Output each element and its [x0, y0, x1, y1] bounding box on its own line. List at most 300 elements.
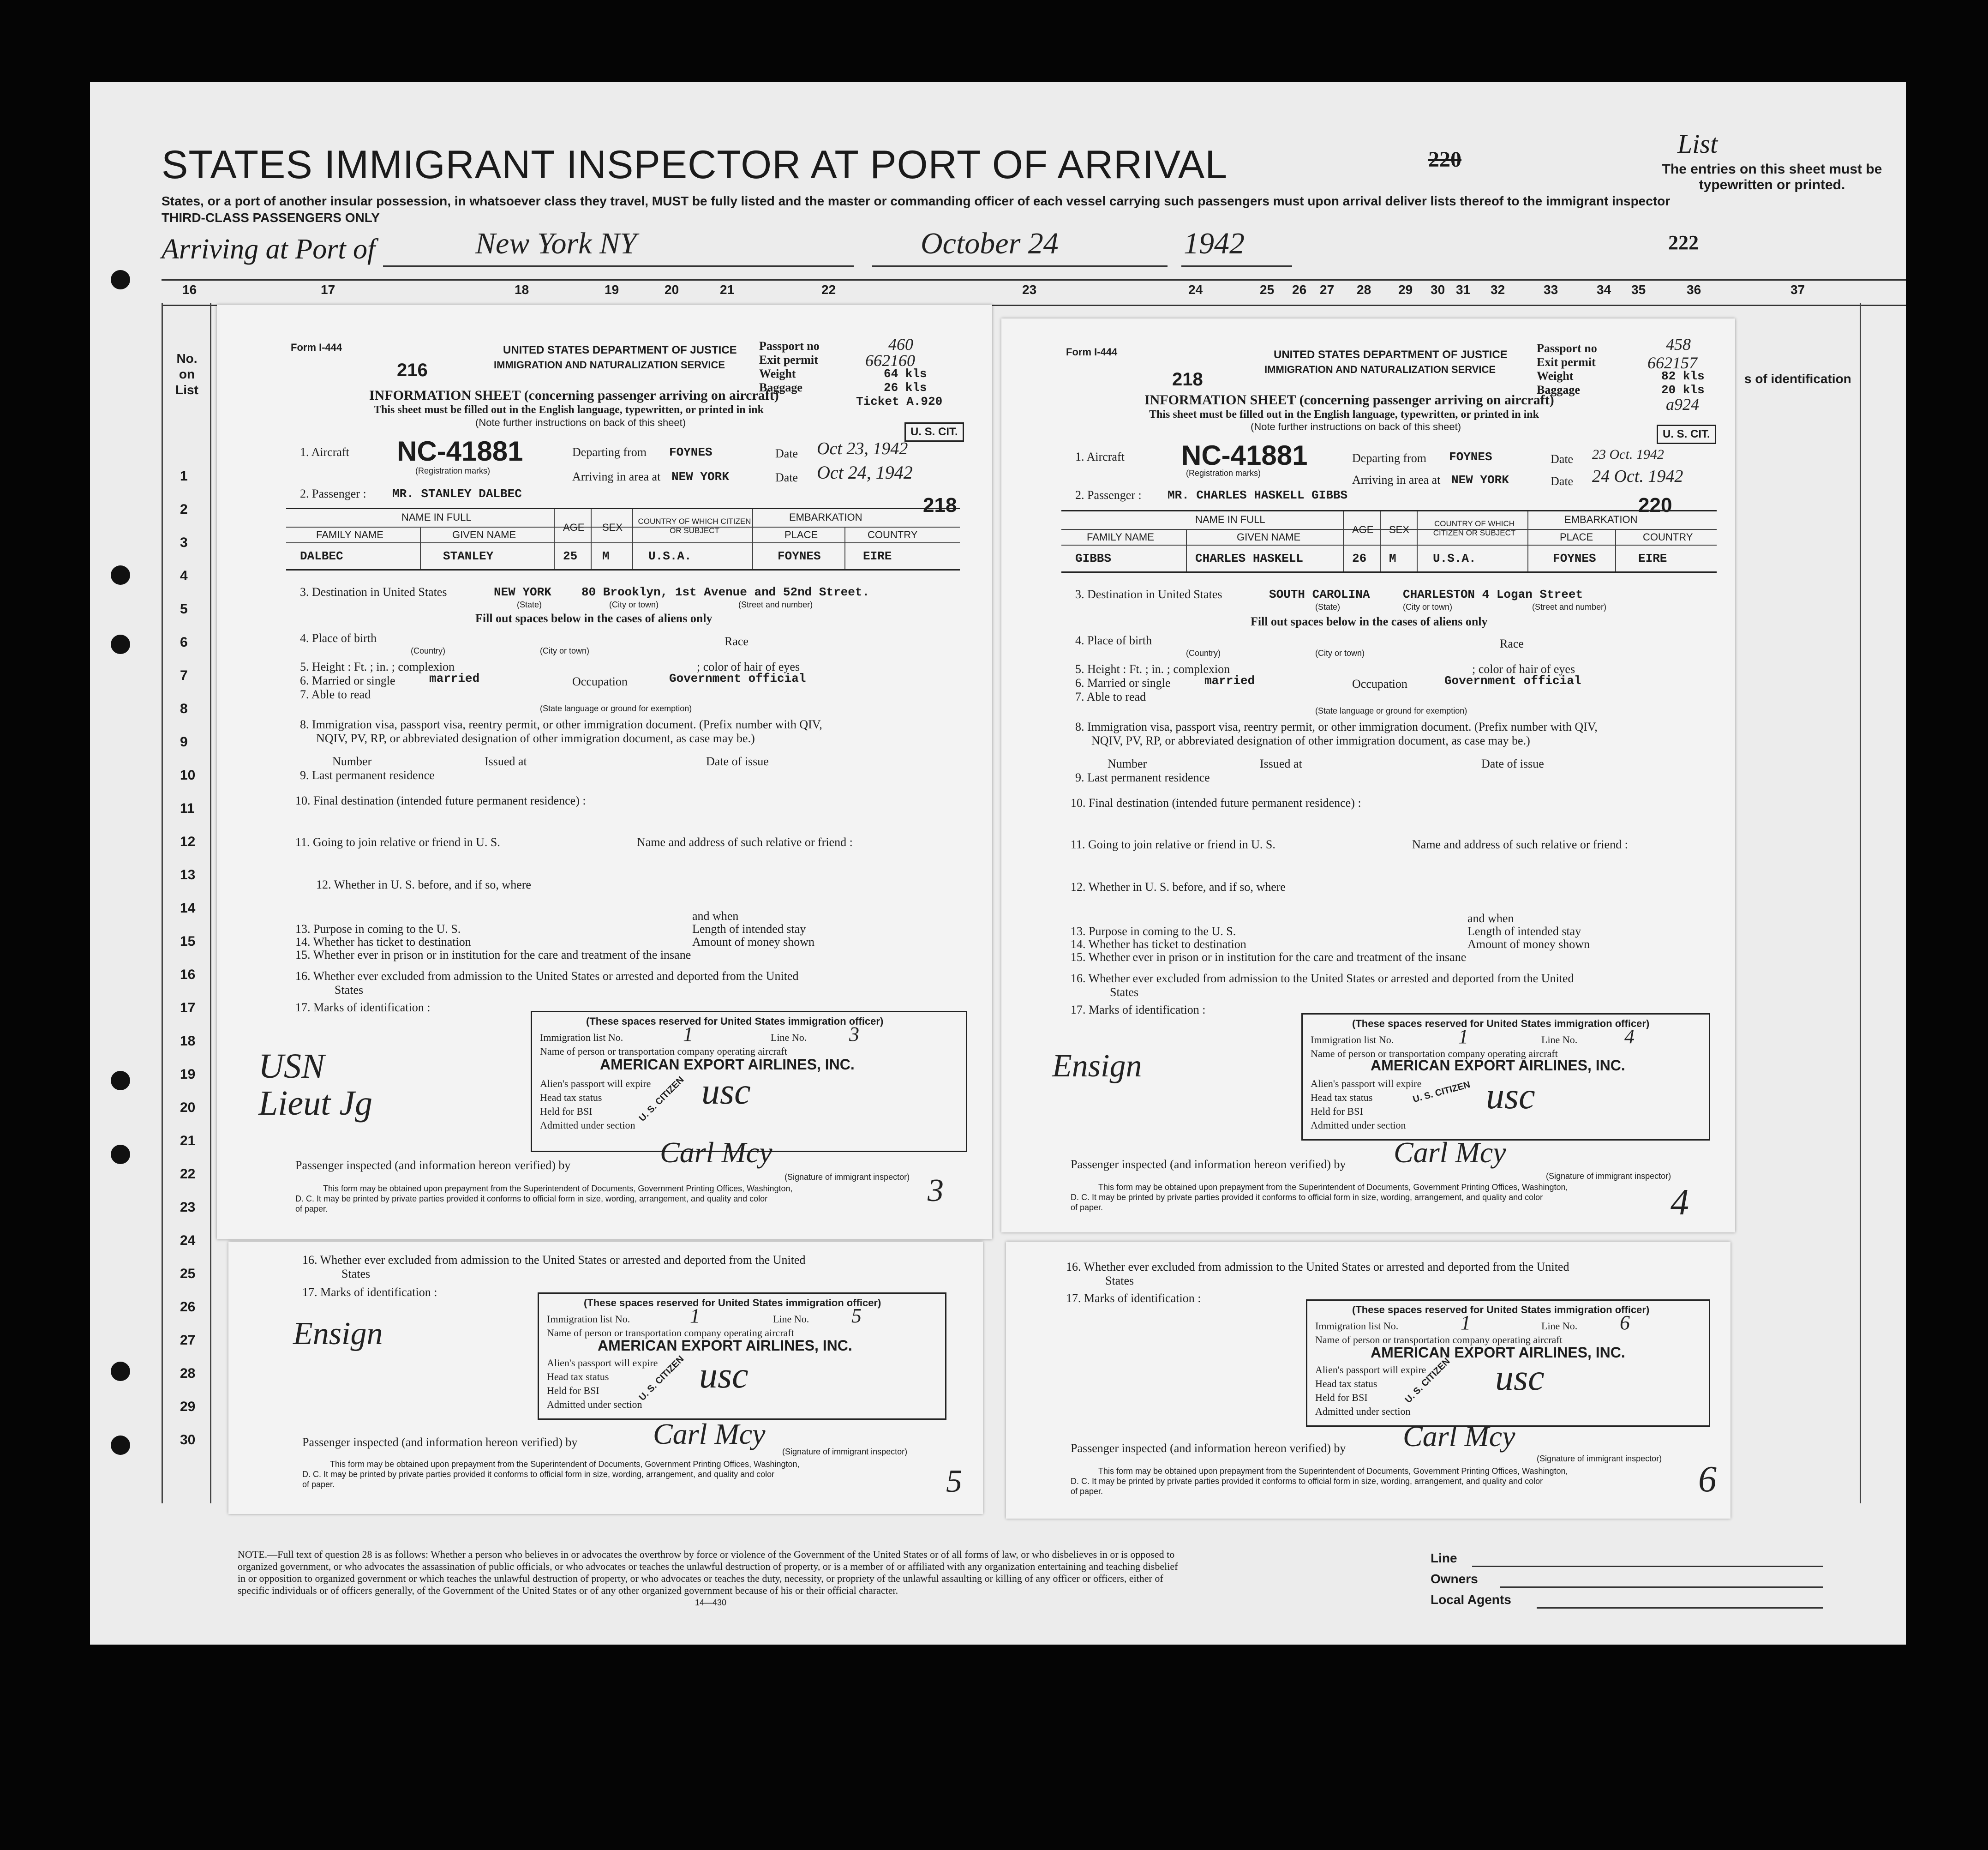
column-number: 19: [605, 282, 619, 297]
q16b: States: [1105, 1274, 1134, 1287]
binder-hole: [111, 1071, 130, 1090]
operator-label: Name of person or transportation company operating aircraft: [540, 1045, 787, 1057]
line-no: 5: [851, 1304, 862, 1327]
exit-label: Exit permit: [759, 353, 818, 366]
q11: 11. Going to join relative or friend in U. S.: [1071, 838, 1275, 851]
column-number: 20: [665, 282, 679, 297]
country-header: COUNTRY: [868, 529, 918, 541]
line-no-label: Line No.: [1541, 1034, 1578, 1045]
footer-local-agents: Local Agents: [1431, 1592, 1511, 1607]
passenger-name: MR. STANLEY DALBEC: [392, 487, 522, 501]
q14: 14. Whether has ticket to destination: [1071, 937, 1246, 951]
column-number: 37: [1790, 282, 1805, 297]
identification-marks: USN Lieut Jg: [258, 1047, 372, 1123]
given-name: CHARLES HASKELL: [1195, 552, 1304, 565]
q5: 5. Height : Ft. ; in. ; complexion: [1075, 662, 1230, 676]
column-number: 30: [1431, 282, 1445, 297]
head-tax: Head tax status: [1315, 1378, 1377, 1389]
q9: 9. Last permanent residence: [1075, 771, 1210, 784]
form-footer: of paper.: [302, 1480, 335, 1489]
occupation: Government official: [669, 672, 806, 685]
issued-at-label: Issued at: [485, 755, 527, 768]
column-number: 28: [1357, 282, 1371, 297]
weight: 64 kls: [884, 367, 927, 381]
citizen-of: U.S.A.: [648, 549, 692, 563]
state-lang-caption: (State language or ground for exemption): [540, 704, 692, 713]
held-bsi: Held for BSI: [1315, 1392, 1368, 1403]
head-tax: Head tax status: [1311, 1092, 1373, 1103]
row-number: 19: [180, 1067, 196, 1082]
subtitle-line: States, or a port of another insular possession, in whatsoever class they travel, MUST be fully listed and the master or commanding officer of each vessel carrying such passengers must upon arrival deliver lists thereof to the immigrant inspector: [162, 194, 1671, 208]
citizen-stamp: U. S. CITIZEN: [1412, 1079, 1472, 1105]
and-when: and when: [692, 909, 739, 923]
us-citizen-box: U. S. CIT.: [904, 422, 964, 442]
q4: 4. Place of birth: [300, 631, 377, 645]
arriving-date: October 24: [921, 227, 1059, 260]
departing-label: Departing from: [1352, 451, 1427, 465]
embark-country: EIRE: [863, 549, 892, 563]
reg-marks: (Registration marks): [415, 466, 491, 475]
identification-marks: Ensign: [1052, 1048, 1142, 1084]
destination-address: CHARLESTON 4 Logan Street: [1403, 588, 1583, 601]
passport-label: Passport no: [759, 339, 820, 353]
aircraft-reg: NC-41881: [1181, 440, 1308, 471]
q17: 17. Marks of identification :: [1071, 1003, 1206, 1016]
street-caption: (Street and number): [738, 600, 813, 609]
column-number: 36: [1687, 282, 1701, 297]
imm-list-no: 1: [690, 1304, 700, 1327]
city-caption: (City or town): [540, 646, 590, 655]
underline: [872, 265, 1168, 267]
embark-place: FOYNES: [1553, 552, 1596, 565]
info-sheet-lower-right: [1006, 1242, 1731, 1519]
city-caption: (City or town): [609, 600, 659, 609]
column-number: 33: [1544, 282, 1558, 297]
arriving-year: 1942: [1184, 227, 1245, 260]
q17: 17. Marks of identification :: [302, 1285, 437, 1299]
citizen-stamp: U. S. CITIZEN: [637, 1075, 686, 1124]
exit-label: Exit permit: [1537, 355, 1596, 369]
list-note: The entries on this sheet must be typewritten or printed.: [1662, 162, 1882, 192]
citizen-stamp: U. S. CITIZEN: [1403, 1356, 1452, 1406]
departure-date: 23 Oct. 1942: [1592, 447, 1664, 462]
line-no-label: Line No.: [771, 1032, 807, 1043]
family-name: GIBBS: [1075, 552, 1112, 565]
age-header: AGE: [1352, 524, 1374, 535]
occupation: Government official: [1444, 674, 1581, 688]
exit-permit: 662157: [1647, 354, 1697, 372]
underline: [383, 265, 854, 267]
us-citizen-box: U. S. CIT.: [1657, 425, 1716, 444]
line-no: 4: [1624, 1025, 1635, 1048]
row-number: 5: [180, 601, 188, 617]
age-header: AGE: [563, 522, 585, 533]
underline: [1472, 1566, 1823, 1567]
row-number: 11: [180, 801, 195, 816]
form-number: Form I-444: [1066, 346, 1118, 358]
binder-hole: [111, 1436, 130, 1455]
q10: 10. Final destination (intended future permanent residence) :: [295, 794, 586, 807]
column-number: 35: [1631, 282, 1646, 297]
city-caption: (City or town): [1403, 602, 1453, 612]
q17: 17. Marks of identification :: [1066, 1291, 1201, 1305]
inspector-signature: Carl Mcy: [1403, 1420, 1515, 1453]
date-label: Date: [775, 447, 798, 460]
race-label: Race: [725, 635, 748, 648]
row-number: 16: [180, 967, 196, 982]
row-number: 18: [180, 1033, 196, 1049]
form-footer: D. C. It may be printed by private parties provided it conforms to official form in size, wording, arrangement, and quality and color: [302, 1470, 775, 1479]
row-number: 7: [180, 668, 188, 683]
instructions-note: (Note further instructions on back of this sheet): [475, 417, 686, 428]
note-body: NOTE.—Full text of question 28 is as follows: Whether a person who believes in or advocates the overthrow by force or violence of the Government of the United States or of all forms of law, or who disbelieves in or is opposed to organized government, or who advocates the assassination of public officials, or who advocates or teaches the unlawful destruction of property, or is a member of or affiliated with any organization entertaining and teaching disbelief in or opposition to organized government or which teaches the unlawful destruction of property, or who advocates or teaches the duty, necessity, or propriety of the unlawful assaulting or killing of any officer or officers, either of specific individuals or of officers generally, of the Government of the United States or of any other organized government because of his or their official character.: [238, 1549, 1178, 1596]
hair-eyes: ; color of hair of eyes: [1472, 662, 1575, 676]
column-number: 27: [1320, 282, 1335, 297]
uscode: usc: [701, 1071, 751, 1112]
q16: 16. Whether ever excluded from admission to the United States or arrested and deported from the United: [1066, 1260, 1569, 1273]
sig-caption: (Signature of immigrant inspector): [1537, 1454, 1662, 1463]
money: Amount of money shown: [1467, 937, 1590, 951]
name-in-full-header: NAME IN FULL: [401, 511, 472, 523]
destination-label: 3. Destination in United States: [1075, 588, 1222, 601]
form-footer: of paper.: [1071, 1487, 1103, 1496]
sheet-title: INFORMATION SHEET (concerning passenger arriving on aircraft): [1144, 392, 1554, 408]
inspector-signature: Carl Mcy: [653, 1418, 766, 1450]
reserved-label: (These spaces reserved for United States immigration officer): [1352, 1304, 1650, 1315]
airline: AMERICAN EXPORT AIRLINES, INC.: [1371, 1344, 1625, 1361]
underline: [1537, 1607, 1823, 1609]
imm-list-label: Immigration list No.: [547, 1313, 630, 1325]
imm-list-no: 1: [1461, 1311, 1471, 1334]
aircraft-label: 1. Aircraft: [300, 445, 349, 459]
imm-list-no: 1: [1458, 1025, 1468, 1048]
head-tax: Head tax status: [547, 1371, 609, 1382]
street-caption: (Street and number): [1532, 602, 1607, 612]
q17: 17. Marks of identification :: [295, 1001, 431, 1014]
family-name: DALBEC: [300, 549, 343, 563]
line-no-label: Line No.: [1541, 1320, 1578, 1332]
form-number: Form I-444: [291, 342, 342, 353]
country-citizen-header: COUNTRY OF WHICH CITIZEN OR SUBJECT: [638, 517, 751, 535]
form-footer: This form may be obtained upon prepayment from the Superintendent of Documents, Government Printing Offices, Washington,: [323, 1184, 793, 1193]
q13: 13. Purpose in coming to the U. S.: [1071, 925, 1236, 938]
alien-exp: Alien's passport will expire: [1315, 1364, 1426, 1375]
length-stay: Length of intended stay: [1467, 925, 1581, 938]
airline: AMERICAN EXPORT AIRLINES, INC.: [1371, 1057, 1625, 1074]
stamp-number: 218: [923, 494, 957, 517]
date-label: Date: [775, 471, 798, 484]
row-number: 12: [180, 834, 196, 849]
info-sheet-lower-left: [228, 1242, 983, 1514]
airline: AMERICAN EXPORT AIRLINES, INC.: [600, 1056, 855, 1073]
line-no: 6: [1620, 1311, 1630, 1334]
money: Amount of money shown: [692, 935, 815, 949]
underline: [1500, 1586, 1823, 1588]
q10: 10. Final destination (intended future permanent residence) :: [1071, 796, 1361, 810]
sig-caption: (Signature of immigrant inspector): [784, 1172, 910, 1182]
row-number: 1: [180, 469, 188, 484]
date-issue-label: Date of issue: [1481, 757, 1544, 770]
list-struck-number: 220: [1428, 147, 1461, 172]
info-sheet-stanley-dalbec: [217, 305, 992, 1239]
reg-marks: (Registration marks): [1186, 469, 1261, 478]
q14: 14. Whether has ticket to destination: [295, 935, 471, 949]
inspector-signature: Carl Mcy: [660, 1136, 772, 1169]
q13: 13. Purpose in coming to the U. S.: [295, 922, 461, 936]
row-number: 27: [180, 1333, 196, 1348]
service: IMMIGRATION AND NATURALIZATION SERVICE: [494, 359, 725, 371]
column-number: 25: [1260, 282, 1275, 297]
instructions: This sheet must be filled out in the English language, typewritten, or printed in ink: [374, 404, 764, 416]
occupation-label: Occupation: [572, 675, 628, 688]
column-number: 18: [515, 282, 529, 297]
embark-place: FOYNES: [778, 549, 821, 563]
given-name-header: GIVEN NAME: [1237, 531, 1301, 543]
aircraft-label: 1. Aircraft: [1075, 450, 1125, 463]
aliens-only: Fill out spaces below in the cases of aliens only: [1251, 615, 1488, 628]
departing-from: FOYNES: [1449, 450, 1492, 464]
issued-at-label: Issued at: [1260, 757, 1302, 770]
list-number: 222: [1668, 231, 1699, 254]
manifest-subtitle: [162, 193, 1684, 226]
departure-date: Oct 23, 1942: [817, 439, 908, 458]
instructions: This sheet must be filled out in the English language, typewritten, or printed in ink: [1149, 408, 1539, 420]
stamp-number: 220: [1638, 494, 1672, 517]
imm-list-label: Immigration list No.: [1311, 1034, 1394, 1045]
operator-label: Name of person or transportation company operating aircraft: [1315, 1334, 1563, 1345]
uscode: usc: [1495, 1357, 1545, 1398]
family-name-header: FAMILY NAME: [1087, 531, 1154, 543]
ticket: Ticket A.920: [856, 395, 943, 408]
state-caption: (State): [1315, 602, 1341, 612]
departing-from: FOYNES: [669, 445, 713, 459]
row-number: 8: [180, 701, 188, 716]
alien-exp: Alien's passport will expire: [1311, 1078, 1422, 1089]
row-number: 3: [180, 535, 188, 550]
sex-header: SEX: [1389, 524, 1410, 535]
inspected-label: Passenger inspected (and information hereon verified) by: [1071, 1158, 1346, 1171]
weight: 82 kls: [1661, 369, 1705, 383]
reserved-label: (These spaces reserved for United States immigration officer): [584, 1297, 881, 1309]
row-number: 30: [180, 1432, 196, 1448]
form-footer: of paper.: [295, 1204, 328, 1213]
baggage: 26 kls: [884, 381, 927, 395]
binder-hole: [111, 635, 130, 654]
city-caption: (City or town): [1315, 649, 1365, 658]
passport-number: 458: [1666, 335, 1691, 354]
q15: 15. Whether ever in prison or in institution for the care and treatment of the insane: [295, 948, 691, 961]
sig-caption: (Signature of immigrant inspector): [1546, 1171, 1671, 1181]
column-number: 24: [1188, 282, 1203, 297]
binder-hole: [111, 270, 130, 289]
arriving-label: Arriving in area at: [1352, 473, 1441, 487]
form-footer: This form may be obtained upon prepayment from the Superintendent of Documents, Government Printing Offices, Washington,: [1098, 1466, 1568, 1476]
inspector-signature: Carl Mcy: [1394, 1136, 1506, 1169]
citizen-stamp: U. S. CITIZEN: [637, 1354, 686, 1403]
q8a: 8. Immigration visa, passport visa, reentry permit, or other immigration document. (Prefix number with QIV,: [300, 718, 822, 731]
row-number: 17: [180, 1000, 196, 1015]
arriving-in: NEW YORK: [671, 470, 729, 484]
admitted: Admitted under section: [540, 1119, 635, 1131]
row-number: 29: [180, 1399, 196, 1414]
no-on-list-label: No. on List: [175, 351, 198, 397]
admitted: Admitted under section: [547, 1399, 642, 1410]
arriving-port: New York NY: [475, 227, 637, 260]
imm-list-label: Immigration list No.: [540, 1032, 623, 1043]
q11b: Name and address of such relative or friend :: [637, 835, 853, 849]
q6: 6. Married or single: [1075, 676, 1171, 690]
form-footer: of paper.: [1071, 1203, 1103, 1212]
reserved-label: (These spaces reserved for United States immigration officer): [1352, 1018, 1650, 1029]
weight-label: Weight: [1537, 369, 1574, 383]
q8b: NQIV, PV, RP, or abbreviated designation of other immigration document, as case may be.): [316, 732, 755, 745]
page-tag: 6: [1698, 1459, 1717, 1500]
state-lang-caption: (State language or ground for exemption): [1315, 706, 1467, 715]
line-no: 3: [849, 1023, 859, 1045]
identification-label: s of identification: [1744, 372, 1851, 386]
column-number: 17: [321, 282, 335, 297]
admitted: Admitted under section: [1311, 1119, 1406, 1131]
q16b: States: [1110, 985, 1139, 999]
date-label: Date: [1551, 452, 1574, 466]
occupation-label: Occupation: [1352, 677, 1407, 691]
departing-label: Departing from: [572, 445, 647, 459]
footer-line: Line: [1431, 1551, 1457, 1565]
q16: 16. Whether ever excluded from admission to the United States or arrested and deported from the United: [1071, 972, 1574, 985]
baggage-label: Baggage: [759, 381, 802, 394]
inspected-label: Passenger inspected (and information hereon verified) by: [302, 1436, 578, 1449]
passenger-label: 2. Passenger :: [1075, 488, 1142, 502]
column-number: 22: [821, 282, 836, 297]
operator-label: Name of person or transportation company operating aircraft: [547, 1327, 794, 1339]
binder-hole: [111, 1145, 130, 1164]
and-when: and when: [1467, 912, 1514, 925]
inspected-label: Passenger inspected (and information hereon verified) by: [1071, 1442, 1346, 1455]
q7: 7. Able to read: [300, 688, 371, 701]
department: UNITED STATES DEPARTMENT OF JUSTICE: [1274, 348, 1508, 361]
marital-status: married: [429, 672, 480, 685]
row-number: 2: [180, 502, 188, 517]
info-sheet-charles-gibbs: [1001, 318, 1735, 1232]
row-number: 4: [180, 568, 188, 583]
row-number: 23: [180, 1200, 196, 1215]
embarkation-header: EMBARKATION: [1564, 514, 1638, 525]
imm-list-label: Immigration list No.: [1315, 1320, 1399, 1332]
form-footer: D. C. It may be printed by private parties provided it conforms to official form in size, wording, arrangement, and quality and color: [1071, 1193, 1543, 1202]
hair-eyes: ; color of hair of eyes: [697, 660, 800, 673]
passport-number: 460: [888, 335, 913, 354]
service: IMMIGRATION AND NATURALIZATION SERVICE: [1264, 364, 1496, 375]
arriving-in: NEW YORK: [1451, 473, 1509, 487]
identification-marks: Ensign: [293, 1316, 383, 1351]
form-footer: This form may be obtained upon prepayment from the Superintendent of Documents, Government Printing Offices, Washington,: [1098, 1183, 1568, 1192]
binder-hole: [111, 1362, 130, 1381]
q12: 12. Whether in U. S. before, and if so, where: [1071, 880, 1286, 894]
number-label: Number: [332, 755, 372, 768]
note-text: [238, 1549, 1184, 1609]
department: UNITED STATES DEPARTMENT OF JUSTICE: [503, 344, 737, 356]
place-header: PLACE: [1560, 531, 1593, 543]
q12: 12. Whether in U. S. before, and if so, where: [316, 878, 531, 891]
form-footer: This form may be obtained upon prepayment from the Superintendent of Documents, Government Printing Offices, Washington,: [330, 1460, 800, 1469]
arriving-label: Arriving at Port of: [162, 234, 376, 265]
sheet-number: 218: [1172, 369, 1203, 390]
inspected-label: Passenger inspected (and information hereon verified) by: [295, 1159, 571, 1172]
operator-label: Name of person or transportation company operating aircraft: [1311, 1048, 1558, 1059]
subtitle-line: THIRD-CLASS PASSENGERS ONLY: [162, 210, 380, 225]
citizen-of: U.S.A.: [1433, 552, 1476, 565]
manifest-title: STATES IMMIGRANT INSPECTOR AT PORT OF ARRIVAL: [162, 143, 1228, 187]
column-number: 29: [1398, 282, 1413, 297]
given-name: STANLEY: [443, 549, 494, 563]
column-number: 32: [1491, 282, 1505, 297]
ticket: a924: [1666, 395, 1699, 414]
row-number: 13: [180, 867, 196, 883]
place-header: PLACE: [784, 529, 818, 541]
row-number: 15: [180, 934, 196, 949]
date-label: Date: [1551, 475, 1574, 488]
row-number: 24: [180, 1233, 196, 1248]
arriving-label: Arriving in area at: [572, 470, 661, 483]
sig-caption: (Signature of immigrant inspector): [782, 1447, 908, 1456]
sheet-number: 216: [397, 360, 428, 380]
q15: 15. Whether ever in prison or in institution for the care and treatment of the insane: [1071, 950, 1467, 964]
q5: 5. Height : Ft. ; in. ; complexion: [300, 660, 455, 673]
q16b: States: [335, 983, 364, 997]
embarkation-header: EMBARKATION: [789, 511, 862, 523]
q8a: 8. Immigration visa, passport visa, reentry permit, or other immigration document. (Prefix number with QIV,: [1075, 720, 1598, 733]
sex: M: [1389, 552, 1396, 565]
destination-label: 3. Destination in United States: [300, 585, 447, 599]
q9: 9. Last permanent residence: [300, 769, 435, 782]
row-number: 9: [180, 734, 188, 750]
q6: 6. Married or single: [300, 674, 395, 687]
row-number: 26: [180, 1299, 196, 1315]
age: 25: [563, 549, 578, 563]
date-issue-label: Date of issue: [706, 755, 769, 768]
sex-header: SEX: [602, 522, 623, 533]
column-number: 23: [1022, 282, 1037, 297]
uscode: usc: [699, 1355, 748, 1396]
baggage-label: Baggage: [1537, 383, 1580, 396]
family-name-header: FAMILY NAME: [316, 529, 383, 541]
sex: M: [602, 549, 610, 563]
airline: AMERICAN EXPORT AIRLINES, INC.: [598, 1337, 852, 1354]
row-number: 20: [180, 1100, 196, 1115]
country-caption: (Country): [411, 646, 446, 655]
country-header: COUNTRY: [1643, 531, 1693, 543]
admitted: Admitted under section: [1315, 1406, 1411, 1417]
underline: [1181, 265, 1292, 267]
given-name-header: GIVEN NAME: [452, 529, 516, 541]
state-caption: (State): [517, 600, 542, 609]
row-number: 6: [180, 635, 188, 650]
instructions-note: (Note further instructions on back of this sheet): [1251, 421, 1461, 432]
head-tax: Head tax status: [540, 1092, 602, 1103]
destination-address: 80 Brooklyn, 1st Avenue and 52nd Street.: [581, 585, 870, 599]
held-bsi: Held for BSI: [1311, 1105, 1363, 1117]
q11: 11. Going to join relative or friend in U. S.: [295, 835, 500, 849]
aliens-only: Fill out spaces below in the cases of aliens only: [475, 612, 713, 625]
footer-owners: Owners: [1431, 1572, 1478, 1586]
passport-label: Passport no: [1537, 342, 1597, 355]
uscode: usc: [1486, 1076, 1535, 1117]
number-label: Number: [1108, 757, 1147, 770]
name-in-full-header: NAME IN FULL: [1195, 514, 1265, 525]
column-number: 34: [1597, 282, 1611, 297]
form-footer: D. C. It may be printed by private parties provided it conforms to official form in size, wording, arrangement, and quality and color: [295, 1194, 768, 1203]
age: 26: [1352, 552, 1367, 565]
